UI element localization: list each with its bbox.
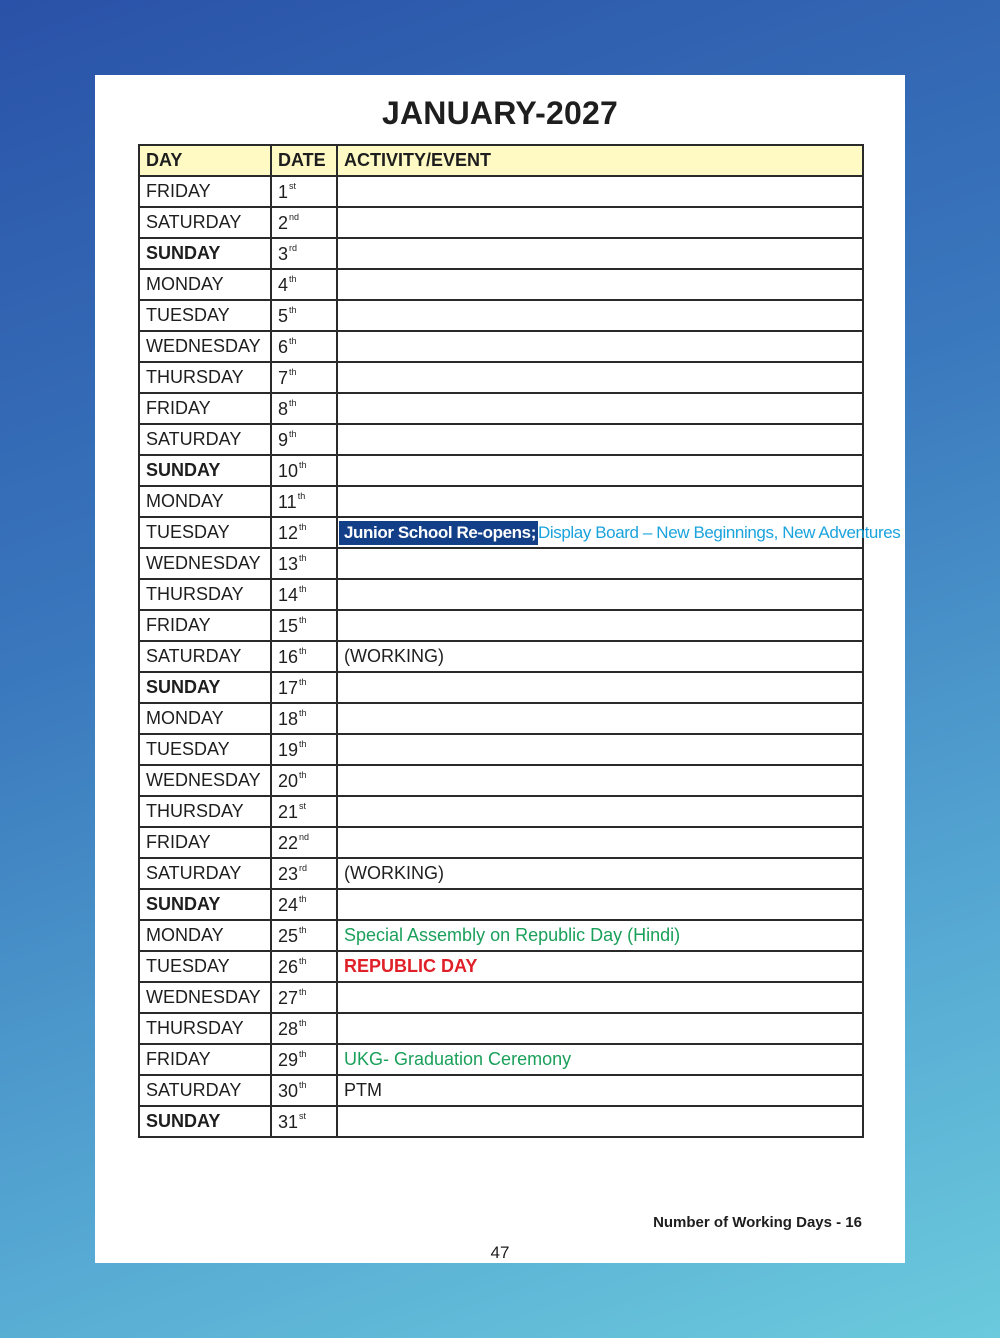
table-row bbox=[139, 176, 863, 207]
date-number: 26 bbox=[278, 956, 299, 977]
day-cell: WEDNESDAY bbox=[139, 331, 271, 362]
table-row bbox=[139, 827, 863, 858]
table-row bbox=[139, 548, 863, 579]
table-row bbox=[139, 579, 863, 610]
table-row bbox=[139, 1075, 863, 1106]
event-text: Display Board – New Beginnings, New Adventures bbox=[537, 523, 901, 542]
activity-cell bbox=[337, 393, 863, 424]
date-suffix: rd bbox=[289, 242, 298, 253]
date-cell bbox=[271, 269, 337, 300]
activity-cell bbox=[337, 1106, 863, 1137]
activity-cell bbox=[337, 920, 863, 951]
activity-cell bbox=[337, 827, 863, 858]
activity-cell bbox=[337, 548, 863, 579]
date-number: 24 bbox=[278, 894, 299, 915]
date-cell bbox=[271, 455, 337, 486]
date-number: 27 bbox=[278, 987, 299, 1008]
calendar-page bbox=[95, 75, 905, 1263]
date-suffix: th bbox=[289, 428, 297, 439]
date-suffix: th bbox=[299, 645, 307, 656]
date-suffix: th bbox=[299, 707, 307, 718]
day-cell: FRIDAY bbox=[139, 176, 271, 207]
date-number: 1 bbox=[278, 181, 289, 202]
activity-cell bbox=[337, 1075, 863, 1106]
header-date: DATE bbox=[271, 145, 337, 176]
table-row bbox=[139, 672, 863, 703]
activity-cell bbox=[337, 765, 863, 796]
date-cell bbox=[271, 703, 337, 734]
table-row bbox=[139, 455, 863, 486]
header-day: DAY bbox=[139, 145, 271, 176]
date-suffix: th bbox=[299, 955, 307, 966]
date-cell bbox=[271, 517, 337, 548]
activity-cell bbox=[337, 424, 863, 455]
day-cell: THURSDAY bbox=[139, 1013, 271, 1044]
date-cell bbox=[271, 765, 337, 796]
date-number: 9 bbox=[278, 429, 289, 450]
activity-cell bbox=[337, 672, 863, 703]
day-cell: TUESDAY bbox=[139, 300, 271, 331]
table-row bbox=[139, 703, 863, 734]
working-days-count: Number of Working Days - 16 bbox=[653, 1214, 862, 1231]
date-number: 12 bbox=[278, 522, 299, 543]
date-suffix: nd bbox=[299, 831, 310, 842]
date-cell bbox=[271, 238, 337, 269]
day-cell: SUNDAY bbox=[139, 1106, 271, 1137]
day-cell: MONDAY bbox=[139, 703, 271, 734]
date-number: 2 bbox=[278, 212, 289, 233]
date-suffix: th bbox=[289, 273, 297, 284]
date-suffix: th bbox=[299, 893, 307, 904]
date-cell bbox=[271, 951, 337, 982]
date-suffix: th bbox=[299, 459, 307, 470]
date-cell bbox=[271, 827, 337, 858]
day-cell: FRIDAY bbox=[139, 610, 271, 641]
activity-cell bbox=[337, 300, 863, 331]
table-row bbox=[139, 951, 863, 982]
table-row bbox=[139, 1106, 863, 1137]
date-suffix: th bbox=[289, 366, 297, 377]
table-row bbox=[139, 765, 863, 796]
table-row bbox=[139, 269, 863, 300]
table-row bbox=[139, 889, 863, 920]
activity-cell bbox=[337, 579, 863, 610]
activity-cell bbox=[337, 176, 863, 207]
day-cell: WEDNESDAY bbox=[139, 982, 271, 1013]
table-row bbox=[139, 858, 863, 889]
day-cell: THURSDAY bbox=[139, 362, 271, 393]
date-number: 20 bbox=[278, 770, 299, 791]
date-suffix: th bbox=[299, 676, 307, 687]
date-number: 21 bbox=[278, 801, 299, 822]
date-number: 31 bbox=[278, 1111, 299, 1132]
date-suffix: th bbox=[299, 924, 307, 935]
date-suffix: th bbox=[299, 521, 307, 532]
calendar-table bbox=[138, 144, 901, 1138]
table-row bbox=[139, 641, 863, 672]
date-number: 13 bbox=[278, 553, 299, 574]
date-number: 28 bbox=[278, 1018, 299, 1039]
activity-cell bbox=[337, 517, 901, 548]
date-cell bbox=[271, 734, 337, 765]
table-header-row bbox=[139, 145, 863, 176]
table-row bbox=[139, 486, 863, 517]
table-row bbox=[139, 362, 863, 393]
date-cell bbox=[271, 889, 337, 920]
day-cell: WEDNESDAY bbox=[139, 548, 271, 579]
day-cell: SUNDAY bbox=[139, 889, 271, 920]
date-number: 10 bbox=[278, 460, 299, 481]
activity-cell bbox=[337, 951, 863, 982]
activity-cell bbox=[337, 610, 863, 641]
date-cell bbox=[271, 920, 337, 951]
date-cell bbox=[271, 1013, 337, 1044]
date-cell bbox=[271, 548, 337, 579]
activity-cell bbox=[337, 641, 863, 672]
event-text: Special Assembly on Republic Day (Hindi) bbox=[344, 925, 681, 945]
day-cell: MONDAY bbox=[139, 486, 271, 517]
date-suffix: st bbox=[299, 1110, 307, 1121]
day-cell: MONDAY bbox=[139, 269, 271, 300]
day-cell: TUESDAY bbox=[139, 517, 271, 548]
date-number: 23 bbox=[278, 863, 299, 884]
date-cell bbox=[271, 641, 337, 672]
table-row bbox=[139, 207, 863, 238]
date-number: 19 bbox=[278, 739, 299, 760]
date-cell bbox=[271, 858, 337, 889]
date-number: 16 bbox=[278, 646, 299, 667]
table-row bbox=[139, 734, 863, 765]
date-cell bbox=[271, 176, 337, 207]
table-row bbox=[139, 920, 863, 951]
date-number: 29 bbox=[278, 1049, 299, 1070]
day-cell: TUESDAY bbox=[139, 734, 271, 765]
date-suffix: th bbox=[299, 986, 307, 997]
date-number: 7 bbox=[278, 367, 289, 388]
day-cell: SUNDAY bbox=[139, 672, 271, 703]
date-suffix: th bbox=[299, 583, 307, 594]
day-cell: SATURDAY bbox=[139, 858, 271, 889]
event-text: (WORKING) bbox=[344, 646, 444, 666]
table-row bbox=[139, 238, 863, 269]
activity-cell bbox=[337, 858, 863, 889]
date-cell bbox=[271, 672, 337, 703]
date-suffix: nd bbox=[289, 211, 300, 222]
date-suffix: th bbox=[297, 490, 306, 501]
day-cell: FRIDAY bbox=[139, 393, 271, 424]
day-cell: TUESDAY bbox=[139, 951, 271, 982]
table-row bbox=[139, 300, 863, 331]
day-cell: MONDAY bbox=[139, 920, 271, 951]
date-suffix: th bbox=[289, 397, 297, 408]
date-cell bbox=[271, 1075, 337, 1106]
date-suffix: th bbox=[299, 769, 307, 780]
event-text: (WORKING) bbox=[344, 863, 444, 883]
day-cell: FRIDAY bbox=[139, 1044, 271, 1075]
activity-cell bbox=[337, 734, 863, 765]
day-cell: SATURDAY bbox=[139, 207, 271, 238]
date-number: 25 bbox=[278, 925, 299, 946]
activity-cell bbox=[337, 486, 863, 517]
table-row bbox=[139, 1044, 863, 1075]
date-number: 30 bbox=[278, 1080, 299, 1101]
activity-cell bbox=[337, 207, 863, 238]
table-row bbox=[139, 610, 863, 641]
activity-cell bbox=[337, 331, 863, 362]
date-number: 18 bbox=[278, 708, 299, 729]
day-cell: THURSDAY bbox=[139, 796, 271, 827]
table-row bbox=[139, 393, 863, 424]
page-number: 47 bbox=[490, 1243, 510, 1262]
event-text: REPUBLIC DAY bbox=[344, 956, 478, 976]
activity-cell bbox=[337, 238, 863, 269]
date-cell bbox=[271, 424, 337, 455]
date-cell bbox=[271, 393, 337, 424]
date-number: 5 bbox=[278, 305, 289, 326]
date-cell bbox=[271, 579, 337, 610]
date-suffix: st bbox=[289, 180, 297, 191]
table-row bbox=[139, 424, 863, 455]
day-cell: SUNDAY bbox=[139, 238, 271, 269]
date-cell bbox=[271, 300, 337, 331]
activity-cell bbox=[337, 1044, 863, 1075]
date-suffix: th bbox=[289, 304, 297, 315]
date-cell bbox=[271, 1106, 337, 1137]
activity-cell bbox=[337, 889, 863, 920]
day-cell: FRIDAY bbox=[139, 827, 271, 858]
date-cell bbox=[271, 207, 337, 238]
event-text: Junior School Re-opens; bbox=[339, 521, 538, 545]
activity-cell bbox=[337, 362, 863, 393]
table-row bbox=[139, 796, 863, 827]
page-title: JANUARY-2027 bbox=[382, 95, 618, 131]
date-suffix: th bbox=[299, 1017, 307, 1028]
date-suffix: rd bbox=[299, 862, 308, 873]
table-row bbox=[139, 1013, 863, 1044]
day-cell: THURSDAY bbox=[139, 579, 271, 610]
activity-cell bbox=[337, 269, 863, 300]
date-number: 6 bbox=[278, 336, 289, 357]
date-suffix: th bbox=[299, 614, 307, 625]
date-number: 4 bbox=[278, 274, 289, 295]
date-suffix: st bbox=[299, 800, 307, 811]
day-cell: SUNDAY bbox=[139, 455, 271, 486]
date-cell bbox=[271, 362, 337, 393]
date-suffix: th bbox=[299, 552, 307, 563]
activity-cell bbox=[337, 982, 863, 1013]
calendar-body bbox=[139, 176, 901, 1137]
date-cell bbox=[271, 486, 337, 517]
activity-cell bbox=[337, 796, 863, 827]
activity-cell bbox=[337, 1013, 863, 1044]
date-cell bbox=[271, 1044, 337, 1075]
date-number: 11 bbox=[278, 491, 297, 512]
date-number: 15 bbox=[278, 615, 299, 636]
date-suffix: th bbox=[289, 335, 297, 346]
day-cell: SATURDAY bbox=[139, 424, 271, 455]
date-cell bbox=[271, 982, 337, 1013]
table-row bbox=[139, 982, 863, 1013]
date-number: 17 bbox=[278, 677, 299, 698]
date-cell bbox=[271, 331, 337, 362]
activity-cell bbox=[337, 703, 863, 734]
event-text: UKG- Graduation Ceremony bbox=[344, 1049, 572, 1069]
day-cell: WEDNESDAY bbox=[139, 765, 271, 796]
header-activity: ACTIVITY/EVENT bbox=[337, 145, 863, 176]
date-number: 14 bbox=[278, 584, 299, 605]
date-suffix: th bbox=[299, 1079, 307, 1090]
day-cell: SATURDAY bbox=[139, 641, 271, 672]
date-number: 8 bbox=[278, 398, 289, 419]
date-suffix: th bbox=[299, 1048, 307, 1059]
date-cell bbox=[271, 610, 337, 641]
day-cell: SATURDAY bbox=[139, 1075, 271, 1106]
date-number: 22 bbox=[278, 832, 299, 853]
activity-cell bbox=[337, 455, 863, 486]
event-text: PTM bbox=[344, 1080, 382, 1100]
table-row bbox=[139, 331, 863, 362]
date-cell bbox=[271, 796, 337, 827]
date-suffix: th bbox=[299, 738, 307, 749]
date-number: 3 bbox=[278, 243, 289, 264]
table-row bbox=[139, 517, 863, 548]
